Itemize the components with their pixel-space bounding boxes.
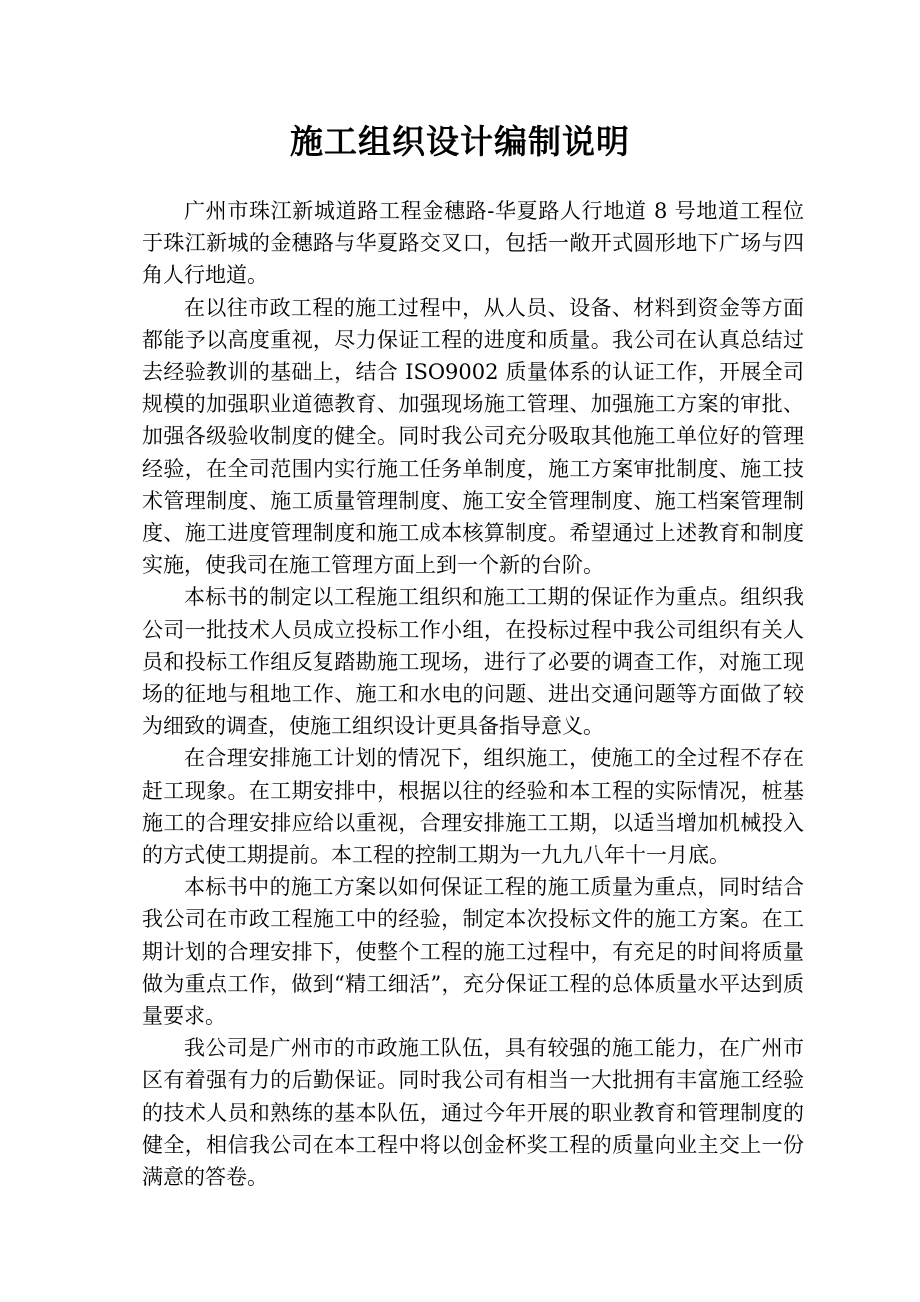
paragraph-schedule: 在合理安排施工计划的情况下，组织施工，使施工的全过程不存在赶工现象。在工期安排中，根据以往的经验和本工程的实际情况，桩基施工的合理安排应给以重视，合理安排施工工期，以适当增加机械投入的方式使工期提前。本工程的控制工期为一九九八年十一月底。	[142, 746, 804, 868]
paragraph-management-measures: 在以往市政工程的施工过程中，从人员、设备、材料到资金等方面都能予以高度重视，尽力保证工程的进度和质量。我公司在认真总结过去经验教训的基础上，结合 ISO9002 质量体系的认证工作，开展全司规模的加强职业道德教育、加强现场施工管理、加强施工方案的审批、加强各级验收制度的健全。同时我公司充分吸取其他施工单位好的管理经验，在全司范围内实行施工任务单制度，施工方案审批制度、施工技术管理制度、施工质量管理制度、施工安全管理制度、施工档案管理制度、施工进度管理制度和施工成本核算制度。希望通过上述教育和制度实施，使我司在施工管理方面上到一个新的台阶。	[142, 295, 804, 578]
paragraph-quality: 本标书中的施工方案以如何保证工程的施工质量为重点，同时结合我公司在市政工程施工中的经验，制定本次投标文件的施工方案。在工期计划的合理安排下，使整个工程的施工过程中，有充足的时间将质量做为重点工作，做到“精工细活”，充分保证工程的总体质量水平达到质量要求。	[142, 875, 804, 1029]
paragraph-tender-focus: 本标书的制定以工程施工组织和施工工期的保证作为重点。组织我公司一批技术人员成立投标工作小组，在投标过程中我公司组织有关人员和投标工作组反复踏勘施工现场，进行了必要的调查工作，对施工现场的征地与租地工作、施工和水电的问题、进出交通问题等方面做了较为细致的调查，使施工组织设计更具备指导意义。	[142, 585, 804, 739]
paragraph-project-overview: 广州市珠江新城道路工程金穗路-华夏路人行地道 8 号地道工程位于珠江新城的金穗路与华夏路交叉口，包括一敞开式圆形地下广场与四角人行地道。	[142, 199, 804, 288]
paragraph-company-capability: 我公司是广州市的市政施工队伍，具有较强的施工能力，在广州市区有着强有力的后勤保证。同时我公司有相当一大批拥有丰富施工经验的技术人员和熟练的基本队伍，通过今年开展的职业教育和管理制度的健全，相信我公司在本工程中将以创金杯奖工程的质量向业主交上一份满意的答卷。	[142, 1036, 804, 1190]
document-title: 施工组织设计编制说明	[290, 122, 630, 161]
document-body	[142, 195, 804, 1193]
